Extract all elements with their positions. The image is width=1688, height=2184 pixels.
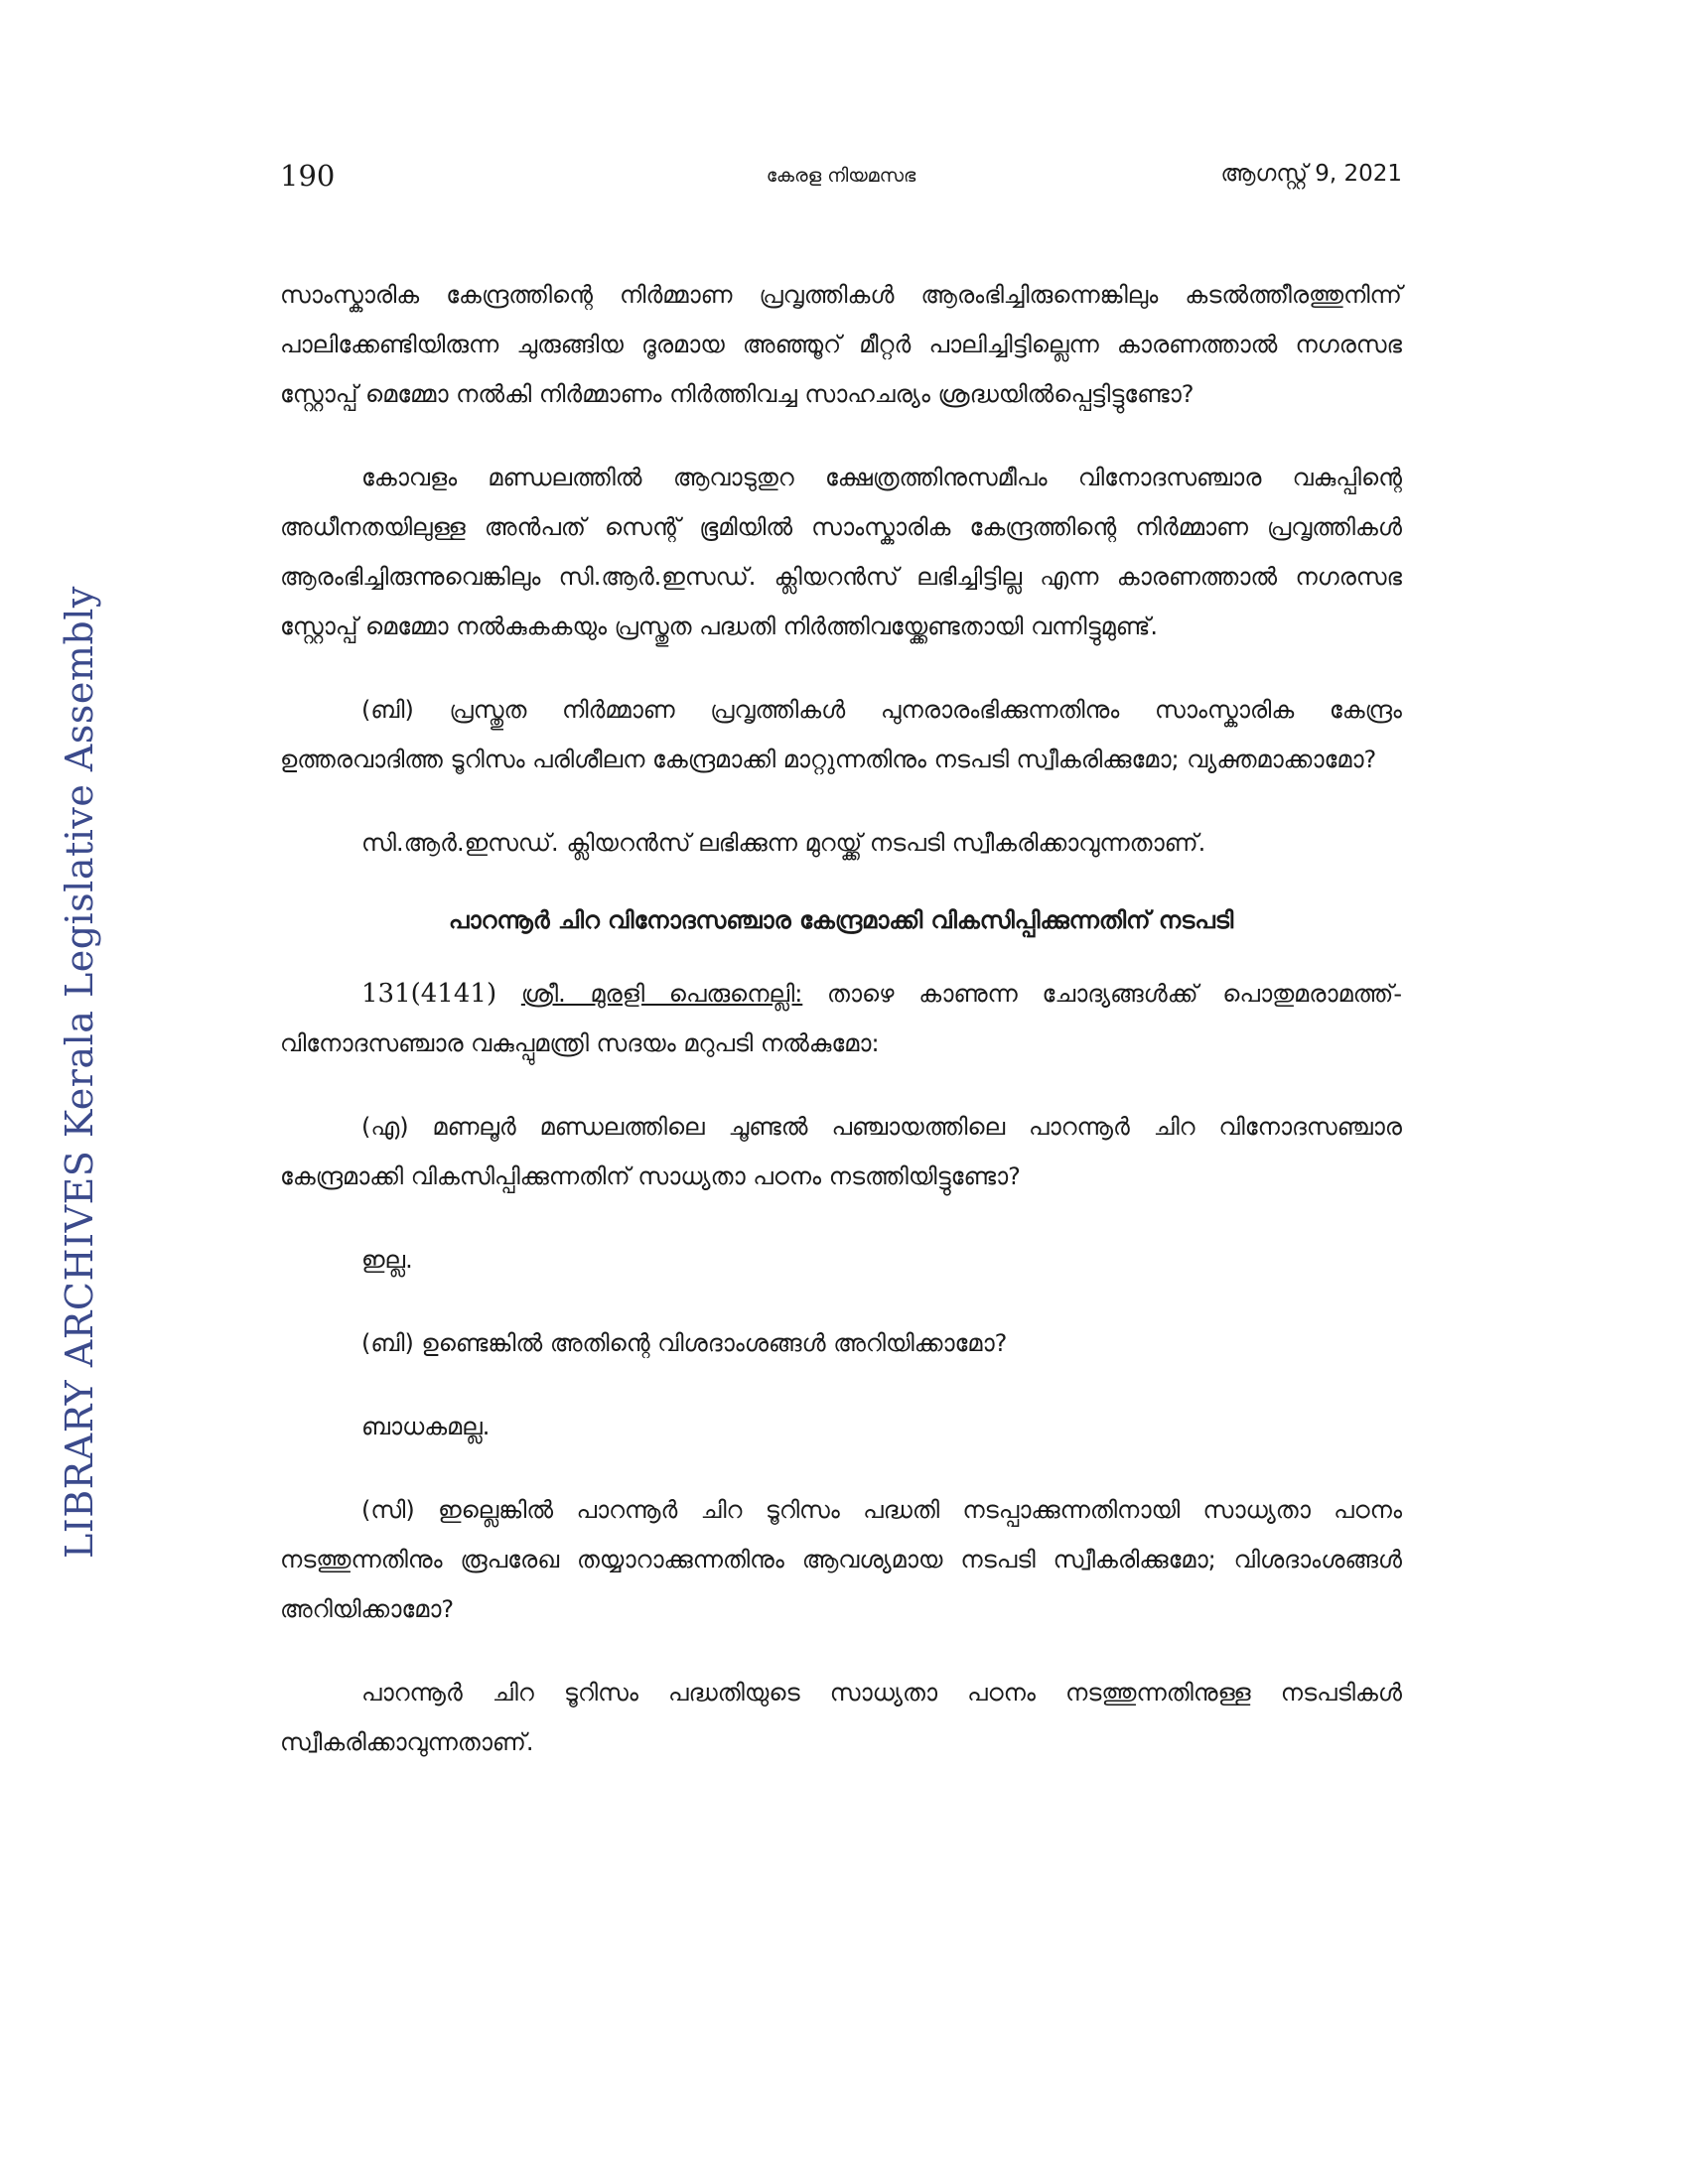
- question-c: (സി) ഇല്ലെങ്കിൽ പാറന്നൂർ ചിറ ടൂറിസം പദ്ധതി നടപ്പാക്കുന്നതിനായി സാധ്യതാ പഠനം നടത്തുന്നതിനും രൂപരേഖ തയ്യാറാക്കുന്നതിനും ആവശ്യമായ നടപടി സ്വീകരിക്കുമോ; വിശദാംശങ്ങൾ അറിയിക്കാമോ?: [280, 1496, 1402, 1623]
- page-number: 190: [280, 159, 336, 193]
- archive-watermark: LIBRARY ARCHIVES Kerala Legislative Assembly: [58, 586, 101, 1559]
- answer-a: ഇല്ല.: [361, 1246, 413, 1274]
- page-header: [280, 159, 1402, 199]
- question-intro: [280, 969, 1402, 1068]
- section-heading: പാറന്നൂർ ചിറ വിനോദസഞ്ചാര കേന്ദ്രമാക്കി വികസിപ്പിക്കുന്നതിന് നടപടി: [448, 906, 1234, 934]
- running-title: കേരള നിയമസഭ: [766, 165, 916, 187]
- header-date: ആഗസ്റ്റ് 9, 2021: [1220, 161, 1402, 187]
- answer-b: സി.ആർ.ഇസഡ്. ക്ലിയറൻസ് ലഭിക്കുന്ന മുറയ്ക്ക് നടപടി സ്വീകരിക്കാവുന്നതാണ്.: [361, 829, 1206, 857]
- page-content: [280, 270, 1402, 1801]
- question-b: (ബി) പ്രസ്തുത നിർമ്മാണ പ്രവൃത്തികൾ പുനരാരംഭിക്കുന്നതിനും സാംസ്കാരിക കേന്ദ്രം ഉത്തരവാദിത്ത ടൂറിസം പരിശീലന കേന്ദ്രമാക്കി മാറ്റുന്നതിനും നടപടി സ്വീകരിക്കുമോ; വ്യക്തമാക്കാമോ?: [280, 696, 1402, 773]
- member-name: ശ്രീ. മുരളി പെരുനെല്ലി:: [520, 980, 803, 1008]
- question-number: 131(4141): [361, 979, 497, 1009]
- paragraph-continuation: സാംസ്കാരിക കേന്ദ്രത്തിന്റെ നിർമ്മാണ പ്രവൃത്തികൾ ആരംഭിച്ചിരുന്നെങ്കിലും കടൽത്തീരത്തുനിന്ന് പാലിക്കേണ്ടിയിരുന്ന ചുരുങ്ങിയ ദൂരമായ അഞ്ഞൂറ് മീറ്റർ പാലിച്ചിട്ടില്ലെന്ന കാരണത്താൽ നഗരസഭ സ്റ്റോപ്പ് മെമ്മോ നൽകി നിർമ്മാണം നിർത്തിവച്ച സാഹചര്യം ശ്രദ്ധയിൽപ്പെട്ടിട്ടുണ്ടോ?: [280, 281, 1402, 408]
- question-a: (എ) മണലൂർ മണ്ഡലത്തിലെ ചൂണ്ടൽ പഞ്ചായത്തിലെ പാറന്നൂർ ചിറ വിനോദസഞ്ചാര കേന്ദ്രമാക്കി വികസിപ്പിക്കുന്നതിന് സാധ്യതാ പഠനം നടത്തിയിട്ടുണ്ടോ?: [280, 1113, 1402, 1190]
- answer-b2: ബാധകമല്ല.: [361, 1413, 491, 1440]
- answer-paragraph: കോവളം മണ്ഡലത്തിൽ ആവാടുതുറ ക്ഷേത്രത്തിനുസമീപം വിനോദസഞ്ചാര വകുപ്പിന്റെ അധീനതയിലുള്ള അൻപത് സെന്റ് ഭൂമിയിൽ സാംസ്കാരിക കേന്ദ്രത്തിന്റെ നിർമ്മാണ പ്രവൃത്തികൾ ആരംഭിച്ചിരുന്നുവെങ്കിലും സി.ആർ.ഇസഡ്. ക്ലിയറൻസ് ലഭിച്ചിട്ടില്ല എന്ന കാരണത്താൽ നഗരസഭ സ്റ്റോപ്പ് മെമ്മോ നൽകുകകയും പ്രസ്തുത പദ്ധതി നിർത്തിവയ്ക്കേണ്ടതായി വന്നിട്ടുമുണ്ട്.: [280, 464, 1402, 640]
- answer-c: പാറന്നൂർ ചിറ ടൂറിസം പദ്ധതിയുടെ സാധ്യതാ പഠനം നടത്തുന്നതിനുള്ള നടപടികൾ സ്വീകരിക്കാവുന്നതാണ്.: [280, 1679, 1402, 1756]
- question-b2: (ബി) ഉണ്ടെങ്കിൽ അതിന്റെ വിശദാംശങ്ങൾ അറിയിക്കാമോ?: [361, 1329, 1008, 1357]
- question-intro-text: താഴെ കാണുന്ന ചോദ്യങ്ങൾക്ക് പൊതുമരാമത്ത്-വിനോദസഞ്ചാര വകുപ്പുമന്ത്രി സദയം മറുപടി നൽകുമോ:: [280, 980, 1402, 1057]
